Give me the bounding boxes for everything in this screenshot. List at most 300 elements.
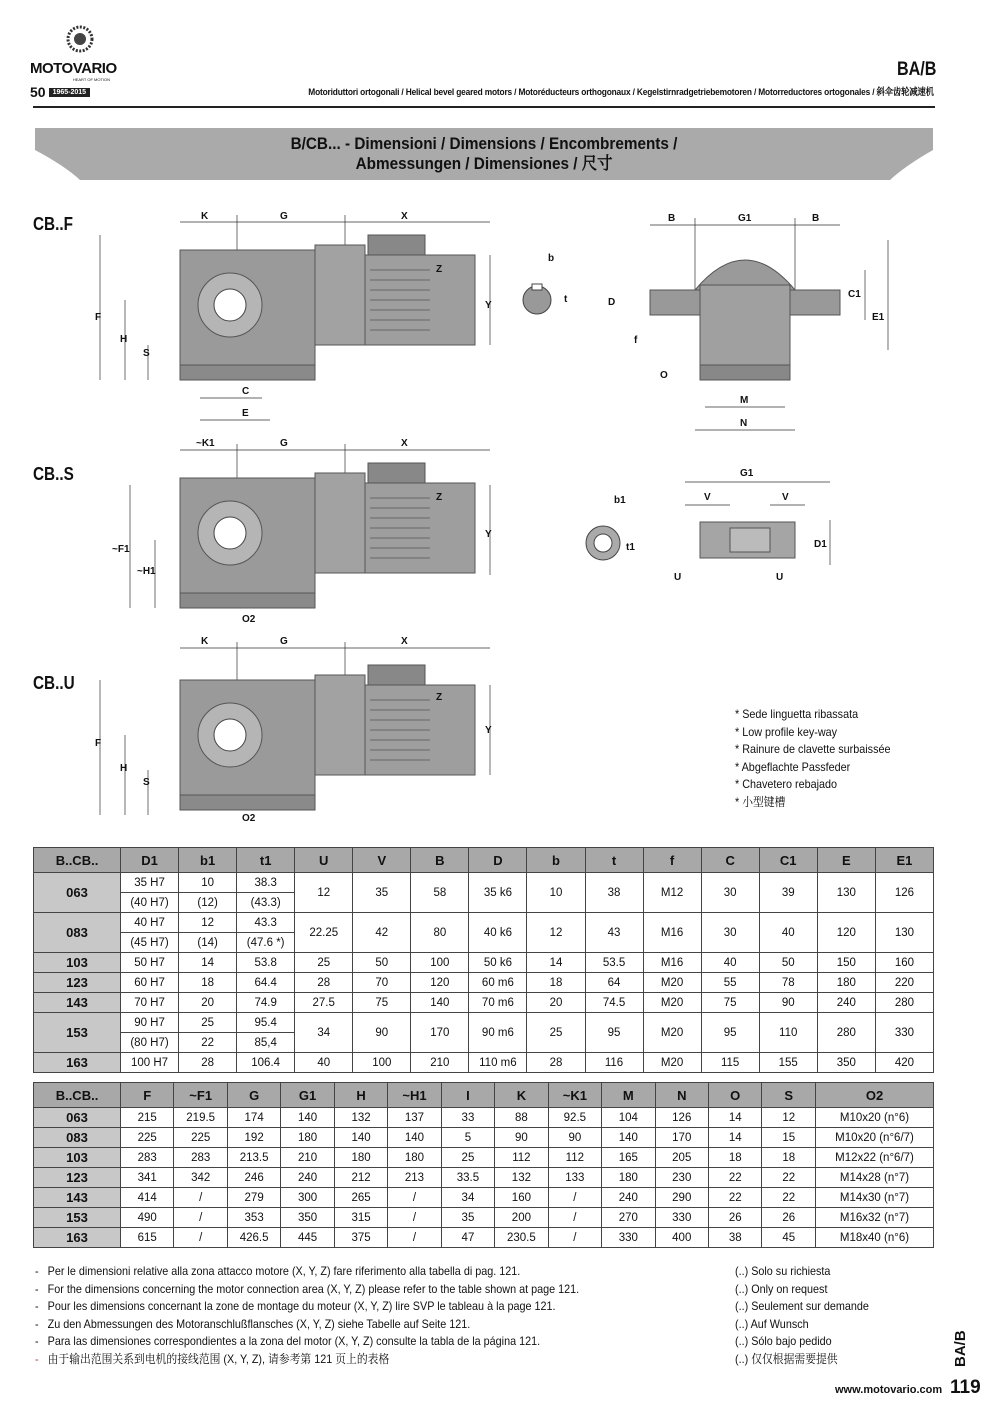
cell-value: M10x20 (n°6/7) <box>816 1128 934 1148</box>
cell-value: 18 <box>762 1148 816 1168</box>
cell-t1: 53.8 <box>237 953 295 973</box>
cell-t1: 85,4 <box>237 1033 295 1053</box>
cell-b: 120 <box>411 973 469 993</box>
cell-value: 615 <box>121 1228 174 1248</box>
cell-t1: (47.6 *) <box>237 933 295 953</box>
cell-b: 170 <box>411 1013 469 1053</box>
size-cell: 123 <box>34 973 121 993</box>
cell-value: 22 <box>762 1168 816 1188</box>
cell-d1: 60 H7 <box>121 973 179 993</box>
cell-e1: 126 <box>875 873 933 913</box>
cell-d1: 100 H7 <box>121 1053 179 1073</box>
dim-label-u-left: U <box>674 572 682 583</box>
cell-value: / <box>388 1208 441 1228</box>
dim-label-g1-s: G1 <box>740 468 754 479</box>
hollow-shaft-section <box>586 526 620 560</box>
cell-f: M20 <box>643 1053 701 1073</box>
cell-value: 230 <box>655 1168 708 1188</box>
dim-label-h-u: H <box>120 763 128 774</box>
cell-b: 80 <box>411 913 469 953</box>
cell-value: 212 <box>334 1168 387 1188</box>
cell-b1: 22 <box>179 1033 237 1053</box>
dim-label-e: E <box>242 408 249 419</box>
cell-value: 170 <box>655 1128 708 1148</box>
cell-value: 213 <box>388 1168 441 1188</box>
cell-c: 95 <box>701 1013 759 1053</box>
dim-label-m: M <box>740 395 749 406</box>
cell-b: 58 <box>411 873 469 913</box>
dim-label-v-left: V <box>704 492 711 503</box>
cell-value: / <box>388 1188 441 1208</box>
column-header: B..CB.. <box>34 848 121 873</box>
table-row <box>34 1128 934 1148</box>
cell-value: 330 <box>602 1228 655 1248</box>
dim-label-d: D <box>608 297 616 308</box>
column-header: V <box>353 848 411 873</box>
cell-value: 353 <box>227 1208 280 1228</box>
cell-value: 414 <box>121 1188 174 1208</box>
dim-label-s-u: S <box>143 777 150 788</box>
column-header: F <box>121 1083 174 1108</box>
cell-value: 88 <box>495 1108 548 1128</box>
table-row <box>34 1228 934 1248</box>
motor-area-notes <box>35 1263 640 1369</box>
cell-t: 38 <box>585 873 643 913</box>
cell-value: 192 <box>227 1128 280 1148</box>
cell-value: 180 <box>281 1128 334 1148</box>
note-bullet: - <box>35 1334 39 1349</box>
cell-value: 34 <box>441 1188 494 1208</box>
cell-b: 10 <box>527 873 585 913</box>
column-header: K <box>495 1083 548 1108</box>
dim-label-b-right: B <box>812 213 820 224</box>
cell-d1: 40 H7 <box>121 913 179 933</box>
cell-value: 215 <box>121 1108 174 1128</box>
cell-value: M12x22 (n°6/7) <box>816 1148 934 1168</box>
table-header-row <box>34 848 934 873</box>
column-header: H <box>334 1083 387 1108</box>
cell-value: 18 <box>708 1148 761 1168</box>
column-header: f <box>643 848 701 873</box>
cell-b: 28 <box>527 1053 585 1073</box>
size-cell: 143 <box>34 993 121 1013</box>
cell-v: 100 <box>353 1053 411 1073</box>
dim-label-z: Z <box>436 264 443 275</box>
note-text: Zu den Abmessungen des Motoranschlußflansches (X, Y, Z) siehe Tabelle auf Seite 121. <box>47 1316 471 1331</box>
cell-value: 112 <box>495 1148 548 1168</box>
cell-d: 110 m6 <box>469 1053 527 1073</box>
cell-value: / <box>548 1228 601 1248</box>
cell-b: 140 <box>411 993 469 1013</box>
note-bullet: - <box>35 1316 39 1331</box>
dim-label-u-right: U <box>776 572 784 583</box>
dim-label-f-u: F <box>95 738 102 749</box>
cell-d: 60 m6 <box>469 973 527 993</box>
cell-e1: 160 <box>875 953 933 973</box>
size-cell: 153 <box>34 1208 121 1228</box>
series-code: BA/B <box>896 59 936 80</box>
cell-value: 246 <box>227 1168 280 1188</box>
dim-label-c1: C1 <box>848 289 861 300</box>
shaft-end-section <box>523 284 551 314</box>
cell-value: 133 <box>548 1168 601 1188</box>
table-header-row <box>34 1083 934 1108</box>
dimensions-table-1 <box>33 847 934 1073</box>
column-header: M <box>602 1083 655 1108</box>
cell-value: 26 <box>762 1208 816 1228</box>
cell-f: M20 <box>643 993 701 1013</box>
cell-value: 14 <box>708 1128 761 1148</box>
cell-c1: 90 <box>759 993 817 1013</box>
cell-value: 5 <box>441 1128 494 1148</box>
note-bullet: - <box>35 1264 39 1278</box>
dim-label-b-left: B <box>668 213 676 224</box>
size-cell: 083 <box>34 1128 121 1148</box>
cell-t: 53.5 <box>585 953 643 973</box>
cell-value: 265 <box>334 1188 387 1208</box>
cell-value: M14x28 (n°7) <box>816 1168 934 1188</box>
cell-d1: 35 H7 <box>121 873 179 893</box>
dim-label-f-thread: f <box>634 335 638 346</box>
table-row <box>34 953 934 973</box>
dim-label-f1: ~F1 <box>112 544 130 555</box>
dim-label-g-s: G <box>280 438 288 449</box>
cell-b1: (12) <box>179 893 237 913</box>
size-cell: 163 <box>34 1228 121 1248</box>
keyway-note: * Rainure de clavette surbaissée <box>735 742 891 757</box>
note-bullet: - <box>35 1351 39 1366</box>
cell-c1: 39 <box>759 873 817 913</box>
cell-t: 43 <box>585 913 643 953</box>
dim-label-y-u: Y <box>485 725 492 736</box>
cell-b1: 18 <box>179 973 237 993</box>
cell-value: 140 <box>334 1128 387 1148</box>
cell-value: 315 <box>334 1208 387 1228</box>
dim-label-k1: ~K1 <box>196 438 215 449</box>
on-request-item: (..) 仅仅根据需要提供 <box>735 1351 838 1366</box>
table-row <box>34 1108 934 1128</box>
cell-value: 283 <box>174 1148 227 1168</box>
cell-value: M18x40 (n°6) <box>816 1228 934 1248</box>
cell-b1: (14) <box>179 933 237 953</box>
cell-c: 30 <box>701 913 759 953</box>
cell-c1: 155 <box>759 1053 817 1073</box>
cell-value: 38 <box>708 1228 761 1248</box>
side-view-cbf <box>650 260 840 380</box>
column-header: B..CB.. <box>34 1083 121 1108</box>
dim-label-f: F <box>95 312 102 323</box>
side-tab-series: BA/B <box>952 1330 969 1367</box>
cell-c: 30 <box>701 873 759 913</box>
dim-label-t1: t1 <box>626 542 635 553</box>
size-cell: 083 <box>34 913 121 953</box>
dim-label-b1: b1 <box>614 495 626 506</box>
dim-label-y: Y <box>485 300 492 311</box>
on-request-legend <box>735 1263 884 1369</box>
table-row <box>34 1188 934 1208</box>
cell-t1: 64.4 <box>237 973 295 993</box>
dim-label-e1: E1 <box>872 312 885 323</box>
dim-label-z-u: Z <box>436 692 443 703</box>
cell-value: 490 <box>121 1208 174 1228</box>
dim-label-y-s: Y <box>485 529 492 540</box>
cell-f: M20 <box>643 973 701 993</box>
column-header: ~F1 <box>174 1083 227 1108</box>
cell-value: 225 <box>174 1128 227 1148</box>
cell-e: 240 <box>817 993 875 1013</box>
cell-value: 341 <box>121 1168 174 1188</box>
cell-d1: 90 H7 <box>121 1013 179 1033</box>
table-row <box>34 993 934 1013</box>
brand-name: MOTOVARIO <box>30 60 117 77</box>
on-request-item: (..) Sólo bajo pedido <box>735 1334 832 1349</box>
column-header: ~H1 <box>388 1083 441 1108</box>
column-header: C <box>701 848 759 873</box>
column-header: O2 <box>816 1083 934 1108</box>
cell-u: 27.5 <box>295 993 353 1013</box>
cell-value: 33 <box>441 1108 494 1128</box>
cell-v: 70 <box>353 973 411 993</box>
cell-value: 350 <box>281 1208 334 1228</box>
cell-value: 180 <box>334 1148 387 1168</box>
cell-t1: 106.4 <box>237 1053 295 1073</box>
cell-value: 33.5 <box>441 1168 494 1188</box>
cell-u: 28 <box>295 973 353 993</box>
cell-d: 40 k6 <box>469 913 527 953</box>
column-header: S <box>762 1083 816 1108</box>
column-header: O <box>708 1083 761 1108</box>
cell-f: M16 <box>643 953 701 973</box>
cell-value: 26 <box>708 1208 761 1228</box>
on-request-item: (..) Only on request <box>735 1281 828 1296</box>
cell-value: 210 <box>281 1148 334 1168</box>
cell-e1: 330 <box>875 1013 933 1053</box>
table-row <box>34 1208 934 1228</box>
cell-e1: 280 <box>875 993 933 1013</box>
banner-title-line2: Abmessungen / Dimensiones / 尺寸 <box>355 154 613 173</box>
cell-b1: 14 <box>179 953 237 973</box>
dim-label-b: b <box>548 253 555 264</box>
view-label-cbu: CB..U <box>33 673 75 693</box>
cell-value: 225 <box>121 1128 174 1148</box>
table-row <box>34 913 934 933</box>
cell-c: 75 <box>701 993 759 1013</box>
note-text: Pour les dimensions concernant la zone de montage du moteur (X, Y, Z) lire SVP le tableau à la page 121. <box>47 1299 556 1314</box>
cell-value: 140 <box>602 1128 655 1148</box>
cell-b: 25 <box>527 1013 585 1053</box>
column-header: b1 <box>179 848 237 873</box>
dim-label-t: t <box>564 294 568 305</box>
dim-label-o: O <box>660 370 668 381</box>
dim-label-h1: ~H1 <box>137 566 156 577</box>
table-row <box>34 1148 934 1168</box>
note-text: Per le dimensioni relative alla zona attacco motore (X, Y, Z) fare riferimento alla tabella di pag. 121. <box>47 1264 521 1278</box>
column-header: t <box>585 848 643 873</box>
column-header: G1 <box>281 1083 334 1108</box>
cell-value: 240 <box>602 1188 655 1208</box>
cell-t1: (43.3) <box>237 893 295 913</box>
cell-value: 45 <box>762 1228 816 1248</box>
note-bullet: - <box>35 1299 39 1314</box>
cell-f: M16 <box>643 913 701 953</box>
cell-value: 112 <box>548 1148 601 1168</box>
cell-d1: 50 H7 <box>121 953 179 973</box>
cell-value: / <box>174 1208 227 1228</box>
cell-value: 165 <box>602 1148 655 1168</box>
cell-c1: 50 <box>759 953 817 973</box>
view-label-cbs: CB..S <box>33 464 74 484</box>
cell-b1: 10 <box>179 873 237 893</box>
cell-value: 174 <box>227 1108 280 1128</box>
view-label-cbf: CB..F <box>33 214 73 234</box>
anniversary-years: 1965-2015 <box>49 88 90 97</box>
dim-label-z-s: Z <box>436 492 443 503</box>
cell-e1: 130 <box>875 913 933 953</box>
cell-value: / <box>548 1208 601 1228</box>
cell-value: 230.5 <box>495 1228 548 1248</box>
cell-c: 40 <box>701 953 759 973</box>
cell-t: 95 <box>585 1013 643 1053</box>
cell-f: M12 <box>643 873 701 913</box>
table-row <box>34 873 934 893</box>
cell-value: / <box>174 1228 227 1248</box>
cell-b1: 20 <box>179 993 237 1013</box>
cell-d: 50 k6 <box>469 953 527 973</box>
size-cell: 103 <box>34 953 121 973</box>
size-cell: 063 <box>34 873 121 913</box>
cell-t1: 38.3 <box>237 873 295 893</box>
dim-label-v-right: V <box>782 492 789 503</box>
cell-value: 160 <box>495 1188 548 1208</box>
dim-label-g-u: G <box>280 636 288 647</box>
cell-value: 290 <box>655 1188 708 1208</box>
cell-d1: (80 H7) <box>121 1033 179 1053</box>
cell-t: 116 <box>585 1053 643 1073</box>
size-cell: 153 <box>34 1013 121 1053</box>
dimensions-table-2 <box>33 1082 934 1248</box>
cell-value: M16x32 (n°7) <box>816 1208 934 1228</box>
cell-value: 132 <box>495 1168 548 1188</box>
cell-value: 140 <box>388 1128 441 1148</box>
website-link[interactable]: www.motovario.com <box>835 1384 943 1396</box>
cell-d: 70 m6 <box>469 993 527 1013</box>
cell-v: 90 <box>353 1013 411 1053</box>
size-cell: 143 <box>34 1188 121 1208</box>
cell-value: 140 <box>281 1108 334 1128</box>
header-subtitle: Motoriduttori ortogonali / Helical bevel geared motors / Motoréducteurs orthogonaux / Kegelstirnradgetriebemotoren / Motorreductores ortogonales / 斜伞齿轮减速机 <box>308 87 934 98</box>
cell-value: 14 <box>708 1108 761 1128</box>
keyway-note: * Low profile key-way <box>735 724 838 739</box>
cell-d: 90 m6 <box>469 1013 527 1053</box>
cell-b: 18 <box>527 973 585 993</box>
note-text: 由于输出范围关系到电机的接线范围 (X, Y, Z), 请参考第 121 页上的表格 <box>47 1351 390 1366</box>
cell-d1: 70 H7 <box>121 993 179 1013</box>
table-row <box>34 1168 934 1188</box>
cell-e1: 220 <box>875 973 933 993</box>
cell-value: 180 <box>602 1168 655 1188</box>
table-row <box>34 973 934 993</box>
cell-value: 240 <box>281 1168 334 1188</box>
cell-value: 104 <box>602 1108 655 1128</box>
dim-label-g: G <box>280 211 288 222</box>
size-cell: 063 <box>34 1108 121 1128</box>
column-header: U <box>295 848 353 873</box>
cell-value: / <box>388 1228 441 1248</box>
cell-value: M10x20 (n°6) <box>816 1108 934 1128</box>
cell-u: 40 <box>295 1053 353 1073</box>
column-header: D <box>469 848 527 873</box>
dim-label-c: C <box>242 386 250 397</box>
cell-b1: 28 <box>179 1053 237 1073</box>
dim-label-h: H <box>120 334 128 345</box>
cell-value: 15 <box>762 1128 816 1148</box>
cell-value: 90 <box>495 1128 548 1148</box>
cell-b1: 25 <box>179 1013 237 1033</box>
cell-e: 350 <box>817 1053 875 1073</box>
cell-value: 47 <box>441 1228 494 1248</box>
table-row <box>34 1013 934 1033</box>
gearmotor-cbu <box>180 665 475 810</box>
cell-value: / <box>548 1188 601 1208</box>
keyway-notes <box>735 706 908 812</box>
cell-c1: 78 <box>759 973 817 993</box>
note-bullet: - <box>35 1281 39 1296</box>
keyway-note: * Sede linguetta ribassata <box>735 707 859 721</box>
column-header: b <box>527 848 585 873</box>
cell-value: 22 <box>762 1188 816 1208</box>
cell-t: 74.5 <box>585 993 643 1013</box>
cell-value: 426.5 <box>227 1228 280 1248</box>
column-header: D1 <box>121 848 179 873</box>
cell-value: / <box>174 1188 227 1208</box>
cell-e: 280 <box>817 1013 875 1053</box>
cell-d1: (40 H7) <box>121 893 179 913</box>
dim-label-x: X <box>401 211 408 222</box>
cell-value: 375 <box>334 1228 387 1248</box>
cell-value: 300 <box>281 1188 334 1208</box>
cell-v: 42 <box>353 913 411 953</box>
dim-label-x-u: X <box>401 636 408 647</box>
column-header: E1 <box>875 848 933 873</box>
column-header: E <box>817 848 875 873</box>
column-header: B <box>411 848 469 873</box>
hollow-shaft-side <box>700 522 795 558</box>
column-header: I <box>441 1083 494 1108</box>
cell-d1: (45 H7) <box>121 933 179 953</box>
note-text: Para las dimensiones correspondientes a la zona del motor (X, Y, Z) consulte la tabla de la página 121. <box>47 1334 541 1349</box>
cell-u: 12 <box>295 873 353 913</box>
cell-c1: 40 <box>759 913 817 953</box>
cell-value: 283 <box>121 1148 174 1168</box>
cell-value: 137 <box>388 1108 441 1128</box>
keyway-note: * Chavetero rebajado <box>735 777 838 792</box>
column-header: N <box>655 1083 708 1108</box>
size-cell: 103 <box>34 1148 121 1168</box>
cell-value: 200 <box>495 1208 548 1228</box>
dim-label-k-u: K <box>201 636 209 647</box>
cell-e: 180 <box>817 973 875 993</box>
cell-t1: 74.9 <box>237 993 295 1013</box>
cell-value: 279 <box>227 1188 280 1208</box>
cell-c: 115 <box>701 1053 759 1073</box>
cell-value: 12 <box>762 1108 816 1128</box>
cell-d: 35 k6 <box>469 873 527 913</box>
cell-f: M20 <box>643 1013 701 1053</box>
keyway-note: * Abgeflachte Passfeder <box>735 759 851 774</box>
cell-t1: 43.3 <box>237 913 295 933</box>
cell-c1: 110 <box>759 1013 817 1053</box>
size-cell: 123 <box>34 1168 121 1188</box>
